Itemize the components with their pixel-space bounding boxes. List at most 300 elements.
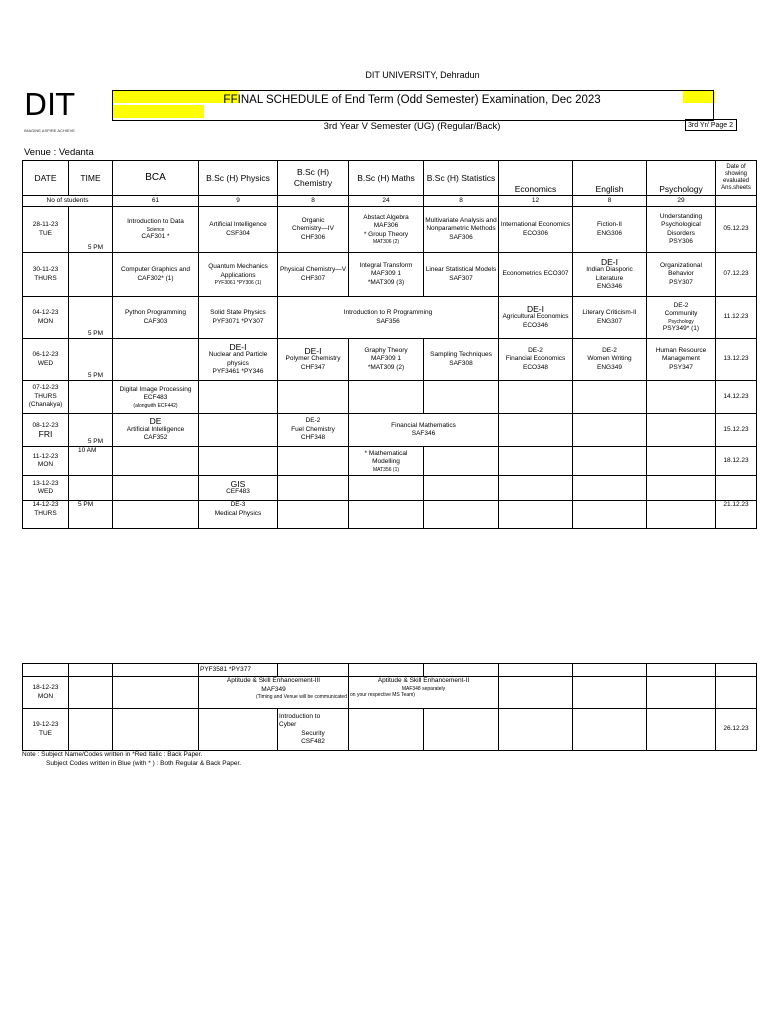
table-row	[23, 677, 757, 709]
chemistry-cell	[278, 414, 349, 447]
subject-code: ENG346	[597, 283, 622, 290]
subject-name: Literary Criticism-II	[582, 309, 637, 316]
date-value: 14-12-23	[32, 501, 59, 508]
day-value: THURS	[34, 392, 57, 400]
subject-name: International Economics	[500, 221, 571, 228]
statistics-cell	[424, 476, 499, 501]
date-value: 08-12-23	[32, 421, 59, 429]
subject-code: ECO346	[523, 321, 548, 329]
bca-cell	[113, 207, 199, 253]
col-date: DATE	[23, 161, 69, 196]
table-row	[23, 447, 757, 476]
subject-name: Python Programming	[124, 309, 187, 316]
maths-cell	[349, 207, 424, 253]
time-cell	[69, 253, 113, 297]
date-value: 13-12-23	[32, 479, 59, 487]
physics-cell	[199, 207, 278, 253]
date-value: 18-12-23	[32, 684, 59, 691]
economics-cell	[499, 253, 573, 297]
subject-code: MAF349	[261, 685, 286, 693]
subject-name: Econometrics ECO307	[502, 270, 569, 278]
bca-cell	[113, 664, 199, 677]
back-paper-name: * Group Theory	[363, 230, 409, 238]
note-line-2: Subject Codes written in Blue (with * ) : Both Regular & Back Paper.	[46, 760, 242, 767]
maths-cell	[349, 664, 424, 677]
economics-cell	[499, 414, 573, 447]
col-psychology: Psychology	[647, 161, 716, 196]
subject-name: Introduction to Data	[127, 218, 184, 225]
maths-cell	[349, 381, 424, 414]
english-cell	[573, 677, 647, 709]
showing-date-cell: 26.12.23	[716, 709, 757, 751]
bca-cell	[113, 297, 199, 339]
english-cell	[573, 381, 647, 414]
subject-name-cont: Cyber	[279, 721, 297, 728]
students-row	[23, 196, 757, 207]
chemistry-cell	[278, 381, 349, 414]
chemistry-cell	[278, 253, 349, 297]
psychology-cell	[647, 677, 716, 709]
col-maths: B.Sc (H) Maths	[349, 161, 424, 196]
time-value: 5 PM	[87, 371, 103, 379]
time-value: 5 PM	[87, 243, 103, 251]
subject-name: Indian Diasporic Literature	[586, 266, 633, 282]
showing-date-cell: 21.12.23	[716, 501, 757, 529]
maths-cell	[349, 709, 424, 751]
psychology-cell	[647, 476, 716, 501]
subject-name: Sampling Techniques	[430, 351, 492, 358]
elective-label: DE-2	[602, 346, 617, 354]
bca-cell	[113, 381, 199, 414]
time-cell	[69, 501, 113, 529]
physics-cell	[199, 709, 278, 751]
subject-code: PSY306	[669, 238, 693, 245]
date-cell	[23, 447, 69, 476]
table-row	[23, 501, 757, 529]
english-cell	[573, 664, 647, 677]
subject-code: ECO348	[523, 363, 548, 371]
date-value: 11-12-23	[32, 452, 59, 460]
economics-cell	[499, 339, 573, 381]
subject-name: Aptitude & Skill Enhancement-II	[377, 677, 470, 684]
psychology-cell	[647, 253, 716, 297]
physics-cell	[199, 476, 278, 501]
schedule-subtitle: 3rd Year V Semester (UG) (Regular/Back)	[323, 121, 501, 132]
elective-label: DE-I	[527, 303, 544, 314]
subject-name: Polymer Chemistry	[285, 355, 341, 363]
english-cell	[573, 709, 647, 751]
continuation-table	[22, 663, 757, 751]
day-value: MON	[37, 461, 54, 468]
students-psychology: 29	[647, 196, 716, 207]
date-value: 06-12-23	[32, 351, 59, 358]
psychology-cell	[647, 501, 716, 529]
date-value: 07-12-23	[32, 384, 59, 392]
english-cell	[573, 207, 647, 253]
bca-cell	[113, 476, 199, 501]
psychology-cell	[647, 381, 716, 414]
statistics-cell	[424, 664, 499, 677]
subject-name: Financial Economics	[505, 355, 566, 363]
english-cell	[573, 339, 647, 381]
maths-statistics-cell	[278, 297, 499, 339]
statistics-cell	[424, 709, 499, 751]
time-value: 5 PM	[78, 501, 94, 508]
date-value: 19-12-23	[32, 721, 59, 728]
back-paper-code: MAT306 (2)	[372, 239, 400, 246]
showing-date-cell: 11.12.23	[716, 297, 757, 339]
date-value: 04-12-23	[32, 309, 59, 316]
header-row	[23, 161, 757, 196]
elective-label: DE	[149, 416, 162, 427]
subject-code: CAF352	[143, 434, 168, 442]
subject-note: (alongwith ECF442)	[133, 402, 178, 409]
english-cell	[573, 501, 647, 529]
time-cell	[69, 207, 113, 253]
statistics-cell	[424, 253, 499, 297]
chemistry-cell	[278, 501, 349, 529]
subject-name: Agricultural Economics	[502, 313, 569, 321]
subject-name: Quantum Mechanics	[208, 263, 268, 270]
subject-code: ENG307	[597, 317, 622, 325]
day-value: WED	[37, 488, 54, 495]
elective-label: DE-2	[673, 301, 689, 309]
showing-date-cell: 14.12.23	[716, 381, 757, 414]
bca-cell	[113, 339, 199, 381]
elective-label: DE-2	[305, 417, 321, 425]
day-value: WED	[37, 359, 54, 367]
showing-date-cell: 13.12.23	[716, 339, 757, 381]
subject-name: Linear Statistical Models SAF307	[425, 266, 497, 282]
physics-cell	[199, 501, 278, 529]
subject-name: Aptitude & Skill Enhancement-III	[226, 677, 321, 684]
subject-code: PYF3061 *PY306 (1)	[214, 280, 262, 286]
subject-code: CEF483	[226, 488, 250, 495]
subject-name-cont: Science	[146, 226, 165, 233]
timing-note-cont: on your respective MS Team)	[350, 691, 415, 698]
back-paper-code: *MAT309 (2)	[367, 363, 405, 371]
subject-name: GIS	[230, 478, 246, 489]
elective-label: DE-I	[601, 256, 618, 267]
day-value: MON	[37, 317, 54, 325]
aptitude-cell-left	[199, 677, 349, 709]
time-cell	[69, 664, 113, 677]
date-cell	[23, 381, 69, 414]
economics-cell	[499, 447, 573, 476]
date-cell	[23, 664, 69, 677]
date-cell	[23, 414, 69, 447]
col-bca: BCA	[113, 161, 199, 196]
date-cell	[23, 339, 69, 381]
physics-cell	[199, 414, 278, 447]
students-bca: 61	[113, 196, 199, 207]
col-physics: B.Sc (H) Physics	[199, 161, 278, 196]
date-value: 30-11-23	[32, 266, 59, 273]
subject-code: PYF3071 *PY307	[212, 317, 264, 325]
subject-code: CHF307	[300, 274, 326, 282]
english-cell	[573, 414, 647, 447]
day-value: TUE	[39, 229, 52, 237]
maths-cell	[349, 339, 424, 381]
chemistry-cell	[278, 476, 349, 501]
students-label: No of students	[23, 196, 113, 207]
physics-cell	[199, 339, 278, 381]
students-physics: 9	[199, 196, 278, 207]
subject-name: Fiction-II	[597, 221, 622, 228]
economics-cell	[499, 297, 573, 339]
chemistry-cell	[278, 709, 349, 751]
showing-date-cell	[716, 664, 757, 677]
subject-name: Introduction to	[279, 712, 321, 720]
day-value: THURS	[34, 509, 57, 517]
maths-cell	[349, 447, 424, 476]
day-value: THURS	[34, 274, 57, 282]
aptitude-cell-right	[349, 677, 499, 709]
students-economics: 12	[499, 196, 573, 207]
subject-name: Organizational Behavior	[660, 261, 702, 278]
elective-label: DE-I	[229, 341, 247, 352]
subject-code: PSY307	[669, 278, 693, 286]
economics-cell	[499, 677, 573, 709]
elective-label: DE-2	[528, 346, 543, 354]
subject-code: SAF308	[449, 359, 473, 367]
maths-cell	[349, 501, 424, 529]
subject-code: MAF348 separately	[401, 685, 446, 692]
table-row	[23, 207, 757, 253]
bca-cell	[113, 501, 199, 529]
day-value: MON	[37, 692, 54, 700]
economics-cell	[499, 501, 573, 529]
time-value: 5 PM	[87, 329, 103, 337]
subject-code: ENG349	[597, 363, 622, 371]
schedule-title	[112, 92, 712, 106]
subject-name: Organic	[301, 216, 325, 224]
col-time: TIME	[69, 161, 113, 196]
time-value: 10 AM	[78, 447, 97, 454]
chemistry-cell	[278, 207, 349, 253]
time-cell	[69, 447, 113, 476]
date-cell	[23, 677, 69, 709]
date-value: 28-11-23	[32, 221, 59, 228]
maths-statistics-cell	[349, 414, 499, 447]
date-cell	[23, 207, 69, 253]
bca-cell	[113, 253, 199, 297]
subject-name: Medical Physics	[214, 509, 262, 517]
subject-name-cont: Chemistry—IV	[292, 225, 334, 233]
statistics-cell	[424, 381, 499, 414]
subject-code: PSY347	[669, 363, 693, 371]
time-cell	[69, 476, 113, 501]
table-row	[23, 709, 757, 751]
logo-tagline: IMAGINE ASPIRE ACHIEVE	[24, 128, 75, 133]
time-cell	[69, 381, 113, 414]
english-cell	[573, 447, 647, 476]
subject-name: Computer Graphics and	[120, 266, 190, 273]
maths-cell	[349, 476, 424, 501]
schedule-table	[22, 160, 757, 529]
day-value: TUE	[39, 729, 52, 737]
time-cell	[69, 709, 113, 751]
physics-cell	[199, 381, 278, 414]
table-row	[23, 253, 757, 297]
subject-code: CAF302* (1)	[137, 274, 174, 282]
physics-cell: PYF3581 *PY377	[199, 664, 278, 677]
elective-label: DE-I	[304, 345, 322, 356]
subject-name: Community	[664, 310, 698, 318]
physics-cell	[199, 253, 278, 297]
psychology-cell	[647, 297, 716, 339]
english-cell	[573, 297, 647, 339]
date-cell	[23, 253, 69, 297]
subject-name: Financial Mathematics	[391, 421, 456, 429]
subject-name-cont2: Security	[301, 729, 325, 737]
english-cell	[573, 253, 647, 297]
students-chemistry: 8	[278, 196, 349, 207]
subject-name: Fuel Chemistry	[291, 425, 335, 433]
subject-name: Introduction to R Programming	[343, 309, 433, 316]
physics-cell	[199, 297, 278, 339]
title-text: FINAL SCHEDULE of End Term (Odd Semester) Examination, Dec 2023	[230, 94, 601, 106]
psychology-cell	[647, 447, 716, 476]
subject-code: SAF356	[376, 317, 400, 325]
date-cell	[23, 476, 69, 501]
page-label: 3rd Yr/ Page 2	[685, 119, 737, 131]
date-cell	[23, 297, 69, 339]
subject-name: Artificial Intelligence	[209, 221, 267, 228]
bca-cell	[113, 677, 199, 709]
statistics-cell	[424, 339, 499, 381]
economics-cell	[499, 381, 573, 414]
time-cell	[69, 339, 113, 381]
table-row	[23, 476, 757, 501]
subject-name: Abstact Algebra	[363, 213, 409, 221]
showing-date-cell	[716, 677, 757, 709]
subject-code: CSF304	[226, 229, 250, 237]
students-maths: 24	[349, 196, 424, 207]
subject-code: ECO306	[523, 229, 548, 237]
note-line-1: Note : Subject Name/Codes written in *Red Italic : Back Paper.	[22, 751, 203, 758]
subject-name: Nuclear and Particle physics	[208, 351, 268, 367]
subject-code: SAF346	[411, 430, 436, 437]
footnotes	[22, 750, 241, 768]
timing-note: (Timing and Venue will be communicated	[256, 694, 347, 700]
statistics-cell	[424, 447, 499, 476]
subject-name: Solid State Physics	[210, 309, 266, 316]
subject-name-cont: Psychology	[668, 318, 694, 325]
students-english: 8	[573, 196, 647, 207]
subject-code: MAF306	[373, 222, 399, 230]
bca-cell	[113, 414, 199, 447]
showing-date-cell: 18.12.23	[716, 447, 757, 476]
subject-code: PYF3461 *PY346	[212, 368, 264, 375]
subject-code: CHF347	[300, 363, 326, 371]
time-cell	[69, 414, 113, 447]
col-english: English	[573, 161, 647, 196]
back-paper-code: MAT356 (1)	[372, 466, 400, 473]
dit-logo: DIT	[24, 88, 75, 123]
subject-name: Integral Transform	[359, 261, 413, 269]
economics-cell	[499, 476, 573, 501]
chemistry-cell	[278, 339, 349, 381]
subject-code: CHF348	[300, 434, 326, 442]
english-cell	[573, 476, 647, 501]
subject-name: Graphy Theory	[364, 346, 408, 354]
subject-code: PSY349* (1)	[662, 324, 700, 332]
table-row	[23, 339, 757, 381]
col-statistics: B.Sc (H) Statistics	[424, 161, 499, 196]
showing-date-cell: 15.12.23	[716, 414, 757, 447]
bca-cell	[113, 709, 199, 751]
col-chemistry: B.Sc (H) Chemistry	[278, 161, 349, 196]
subject-name: Understanding Psychological Disorders	[659, 212, 703, 237]
time-cell	[69, 677, 113, 709]
subject-name: Artificial Intelligence	[126, 425, 185, 433]
showing-date-cell	[716, 476, 757, 501]
date-cell	[23, 709, 69, 751]
time-cell	[69, 297, 113, 339]
university-name: DIT UNIVERSITY, Dehradun	[365, 70, 480, 80]
back-paper-name: * Mathematical Modelling	[364, 449, 408, 465]
bca-cell	[113, 447, 199, 476]
subject-name: Human Resource Management	[655, 346, 707, 363]
subject-code: MAF309 1	[371, 355, 401, 363]
title-prefix: F	[223, 92, 231, 106]
table-row	[23, 664, 757, 677]
psychology-cell	[647, 709, 716, 751]
psychology-cell	[647, 664, 716, 677]
subject-name-cont: Applications	[220, 271, 256, 279]
maths-cell	[349, 253, 424, 297]
col-economics: Economics	[499, 161, 573, 196]
statistics-cell	[424, 207, 499, 253]
time-value: 5 PM	[87, 437, 103, 445]
physics-cell	[199, 447, 278, 476]
students-showing	[716, 196, 757, 207]
subject-name: Physical Chemistry—V	[279, 266, 347, 273]
showing-date-cell: 07.12.23	[716, 253, 757, 297]
economics-cell	[499, 207, 573, 253]
chemistry-cell	[278, 447, 349, 476]
subject-code: CSF482	[301, 738, 325, 745]
table-row	[23, 297, 757, 339]
table-row	[23, 414, 757, 447]
subject-code: ENG306	[597, 229, 622, 237]
venue-note: (Chanakya)	[28, 401, 63, 409]
day-value: FRI	[38, 429, 53, 439]
venue-label: Venue : Vedanta	[24, 147, 94, 158]
back-paper-code: *MAT309 (3)	[367, 278, 405, 286]
statistics-cell	[424, 501, 499, 529]
subject-name: Multivariate Analysis and Nonparametric Methods SAF306	[425, 216, 497, 241]
subject-name: Digital Image Processing	[119, 385, 192, 393]
showing-date-cell: 05.12.23	[716, 207, 757, 253]
chemistry-cell	[278, 664, 349, 677]
subject-name: Women Writing	[587, 355, 632, 363]
table-row	[23, 381, 757, 414]
economics-cell	[499, 709, 573, 751]
subject-code: CHF306	[300, 233, 326, 241]
subject-code: CAF301 *	[141, 232, 170, 240]
psychology-cell	[647, 339, 716, 381]
subject-code: CAF303	[143, 317, 168, 325]
subject-code: ECF483	[143, 394, 168, 401]
elective-label: DE-3	[230, 501, 246, 508]
psychology-cell	[647, 414, 716, 447]
date-cell	[23, 501, 69, 529]
col-showing-date: Date of showing evaluated Ans.sheets	[716, 161, 757, 196]
students-statistics: 8	[424, 196, 499, 207]
subject-code: MAF309 1	[371, 270, 401, 278]
